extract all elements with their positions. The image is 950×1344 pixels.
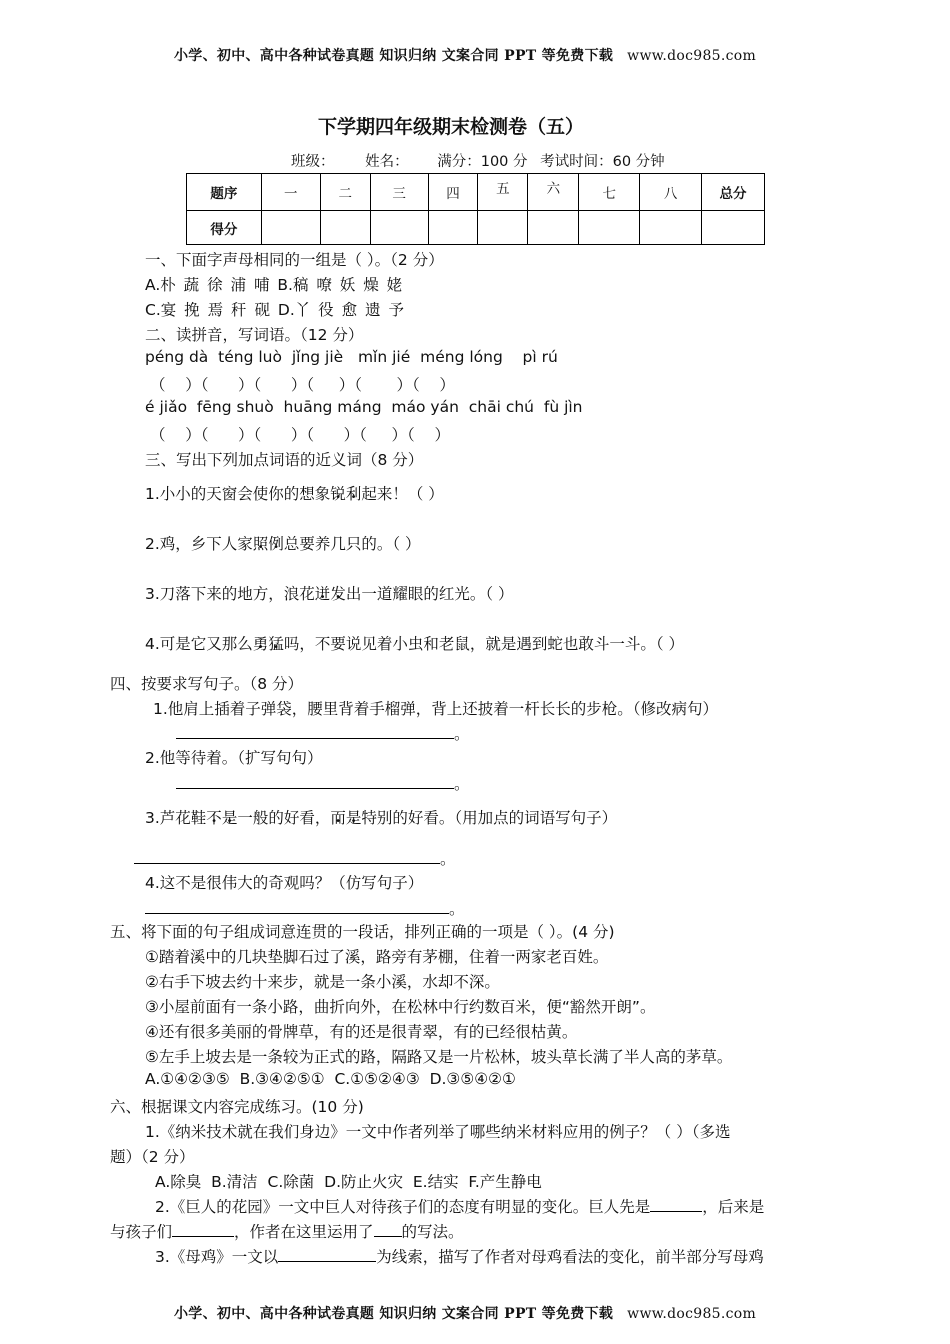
score-input-cell[interactable] — [528, 211, 579, 245]
q6-question-3 — [155, 1245, 764, 1267]
dotted-char: 例 • — [268, 532, 284, 554]
q6-question-1a: 1.《纳米技术就在我们身边》一文中作者列举了哪些纳米材料应用的例子？（ ）（多选 — [145, 1123, 731, 1141]
footer-url: www.doc985.com — [627, 1306, 757, 1322]
q6-question-2b — [110, 1220, 464, 1242]
sentence-text: 3.刀落下来的地方，浪花 — [145, 585, 315, 603]
q4-answer-line-3[interactable] — [134, 847, 456, 869]
sentence-text: 2.鸡，乡下人家 — [145, 535, 253, 553]
q5-line-4: ④还有很多美丽的骨牌草，有的还是很青翠，有的已经很枯黄。 — [145, 1023, 578, 1041]
sentence-text: 3.芦花鞋 — [145, 809, 207, 827]
score-input-cell[interactable] — [370, 211, 428, 245]
sentence-text: ，作者在这里运用了 — [234, 1223, 374, 1241]
q2-pinyin-1: péng dà téng luò jǐng jiè mǐn jié méng lóng pì rú — [145, 348, 558, 366]
full-score: 满分：100 分 — [437, 154, 528, 170]
score-input-cell[interactable] — [702, 211, 765, 245]
table-cell: 二 — [320, 174, 370, 211]
score-input-cell[interactable] — [261, 211, 320, 245]
score-input-cell[interactable] — [428, 211, 478, 245]
score-table — [186, 173, 765, 245]
q4-sentence-2: 2.他等待着。（扩写句句） — [145, 749, 323, 767]
fill-blank[interactable] — [172, 1222, 234, 1237]
dotted-char: 迸 • — [315, 582, 331, 604]
score-input-cell[interactable] — [640, 211, 702, 245]
fill-blank[interactable] — [650, 1197, 702, 1212]
footer-text: 小学、初中、高中各种试卷真题 知识归纳 文案合同 PPT 等免费下载 — [174, 1306, 614, 1322]
sentence-text: ，后来是 — [702, 1198, 765, 1216]
q3-sentence-4 — [145, 632, 684, 654]
period: 。 — [454, 775, 470, 793]
q4-heading: 四、按要求写句子。（8 分） — [110, 675, 304, 693]
sentence-text: 的写法。 — [401, 1223, 464, 1241]
q6-heading: 六、根据课文内容完成练习。(10 分) — [110, 1098, 364, 1116]
page-footer — [174, 1303, 756, 1323]
exam-time: 考试时间：60 分钟 — [540, 154, 665, 170]
dotted-char: 而 • — [330, 806, 346, 828]
q3-sentence-2 — [145, 532, 421, 554]
table-cell: 三 — [370, 174, 428, 211]
q4-sentence-1: 1.他肩上插着子弹袋，腰里背着手榴弹，背上还披着一杆长长的步枪。（修改病句） — [153, 700, 719, 718]
sentence-text: 2.《巨人的花园》一文中巨人对待孩子们的态度有明显的变化。巨人先是 — [155, 1198, 651, 1216]
table-cell: 八 — [640, 174, 702, 211]
q1-options-cd: C.宴 挽 焉 秆 砚 D.丫 役 愈 遗 予 — [145, 301, 404, 319]
q6-question-2a — [155, 1195, 764, 1217]
score-table-header-row — [187, 174, 765, 211]
table-cell: 六 — [528, 174, 579, 211]
q5-heading: 五、将下面的句子组成词意连贯的一段话，排列正确的一项是（ ）。(4 分) — [110, 923, 615, 941]
answer-underline[interactable] — [145, 897, 449, 914]
q1-heading: 一、下面字声母相同的一组是（ ）。（2 分） — [145, 251, 444, 269]
answer-underline[interactable] — [176, 772, 454, 789]
table-cell: 七 — [579, 174, 640, 211]
sentence-text: 4.可是它又那么 — [145, 635, 253, 653]
score-input-cell[interactable] — [478, 211, 528, 245]
q4-answer-line-2[interactable] — [176, 772, 470, 794]
table-cell: 题序 — [187, 174, 262, 211]
fill-blank[interactable] — [374, 1222, 402, 1237]
sentence-text: 吗，不要说见着小虫和老鼠，就是遇到蛇也敢斗一斗。（ ） — [283, 635, 685, 653]
q3-heading: 三、写出下列加点词语的近义词（8 分） — [145, 451, 424, 469]
fill-blank[interactable] — [278, 1247, 376, 1262]
page-header — [174, 45, 756, 65]
q4-sentence-4: 4.这不是很伟大的奇观吗？（仿写句子） — [145, 874, 424, 892]
q5-options: A.①④②③⑤ B.③④②⑤① C.①⑤②④③ D.③⑤④②① — [145, 1070, 516, 1088]
score-table-score-row — [187, 211, 765, 245]
class-label: 班级： — [291, 154, 335, 170]
dotted-char: 发 • — [330, 582, 346, 604]
q2-pinyin-2: é jiǎo fēng shuò huāng máng máo yán chāi chú fù jìn — [145, 398, 583, 416]
table-cell: 四 — [428, 174, 478, 211]
score-input-cell[interactable] — [320, 211, 370, 245]
q5-line-1: ①踏着溪中的几块垫脚石过了溪，路旁有茅棚，住着一两家老百姓。 — [145, 948, 609, 966]
header-url: www.doc985.com — [627, 48, 757, 64]
table-cell: 一 — [261, 174, 320, 211]
dotted-char: 利 • — [346, 482, 362, 504]
q2-answer-blanks-1[interactable]: （ ）（ ）（ ）（ ）（ ）（ ） — [150, 376, 455, 394]
dotted-char: 不 • — [206, 806, 222, 828]
q4-answer-line-1[interactable] — [176, 722, 470, 744]
table-cell: 五 — [478, 174, 528, 211]
score-input-cell[interactable] — [579, 211, 640, 245]
q5-line-3: ③小屋前面有一条小路，曲折向外，在松林中行约数百米，便“豁然开朗”。 — [145, 998, 656, 1016]
q3-sentence-1 — [145, 482, 444, 504]
sentence-text: 3.《母鸡》一文以 — [155, 1248, 279, 1266]
page-title: 下学期四年级期末检测卷（五） — [318, 116, 585, 138]
sentence-text: 为线索，描写了作者对母鸡看法的变化，前半部分写母鸡 — [376, 1248, 764, 1266]
dotted-char: 是 • — [222, 806, 238, 828]
answer-underline[interactable] — [134, 847, 440, 864]
sentence-text: 起来！（ ） — [361, 485, 444, 503]
dotted-char: 勇 • — [253, 632, 269, 654]
dotted-char: 是 • — [346, 806, 362, 828]
answer-underline[interactable] — [176, 722, 454, 739]
q2-heading: 二、读拼音，写词语。（12 分） — [145, 326, 364, 344]
sentence-text: 特别的好看。（用加点的词语写句子） — [361, 809, 618, 827]
dotted-char: 锐 • — [330, 482, 346, 504]
sentence-text: 一般的好看， — [237, 809, 331, 827]
q5-line-5: ⑤左手上坡去是一条较为正式的路，隔路又是一片松林，坡头草长满了半人高的茅草。 — [145, 1048, 733, 1066]
q6-question-1-options: A.除臭 B.清洁 C.除菌 D.防止火灾 E.结实 F.产生静电 — [155, 1173, 542, 1191]
exam-info — [291, 150, 665, 171]
sentence-text: 1.小小的天窗会使你的想象 — [145, 485, 331, 503]
q4-sentence-3 — [145, 806, 617, 828]
q4-answer-line-4[interactable] — [145, 897, 465, 919]
table-cell: 总分 — [702, 174, 765, 211]
sentence-text: 出一道耀眼的红光。（ ） — [345, 585, 514, 603]
q2-answer-blanks-2[interactable]: （ ）（ ）（ ）（ ）（ ）（ ） — [150, 426, 450, 444]
q5-line-2: ②右手下坡去约十来步，就是一条小溪，水却不深。 — [145, 973, 500, 991]
period: 。 — [440, 850, 456, 868]
q3-sentence-3 — [145, 582, 514, 604]
period: 。 — [454, 725, 470, 743]
dotted-char: 猛 • — [268, 632, 284, 654]
dotted-char: 照 • — [253, 532, 269, 554]
name-label: 姓名： — [365, 154, 409, 170]
sentence-text: 与孩子们 — [110, 1223, 173, 1241]
table-cell: 得分 — [187, 211, 262, 245]
header-text: 小学、初中、高中各种试卷真题 知识归纳 文案合同 PPT 等免费下载 — [174, 48, 614, 64]
period: 。 — [449, 900, 465, 918]
q1-options-ab: A.朴 蔬 徐 浦 哺 B.稿 嘹 妖 燥 姥 — [145, 276, 403, 294]
sentence-text: 总要养几只的。（ ） — [283, 535, 421, 553]
q6-question-1b: 题）（2 分） — [110, 1148, 195, 1166]
